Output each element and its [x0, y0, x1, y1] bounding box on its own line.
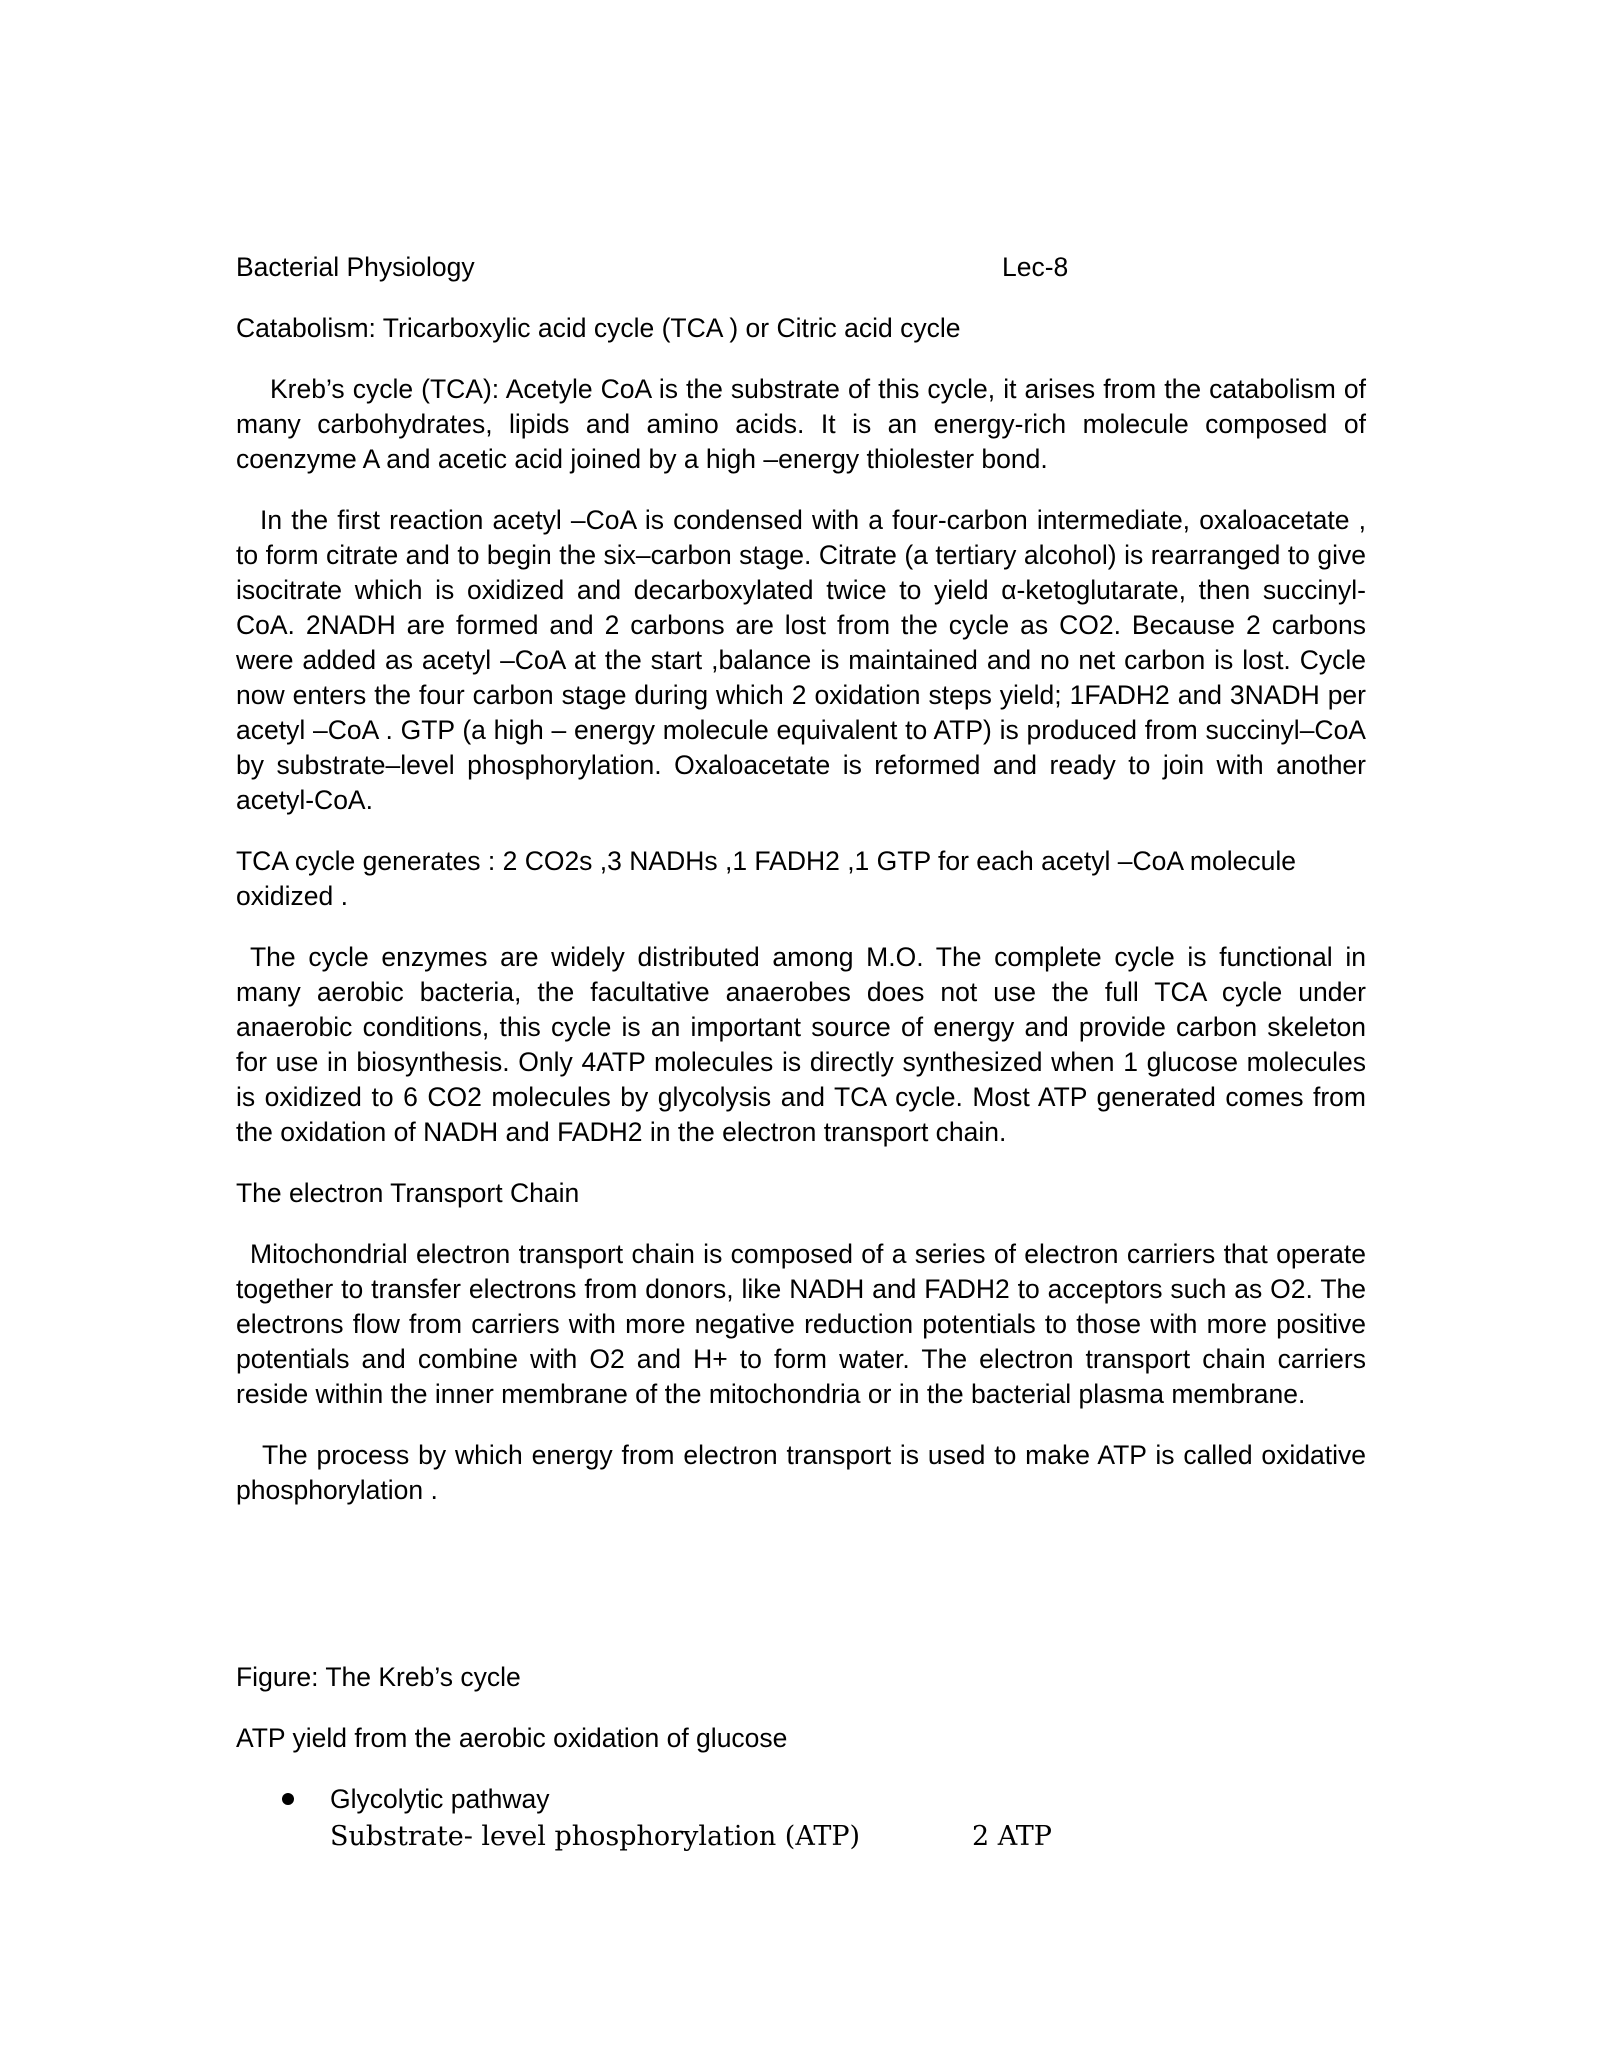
- bullet-detail-label: Substrate- level phosphorylation (ATP): [330, 1821, 861, 1852]
- paragraph-mitochondrial: Mitochondrial electron transport chain is composed of a series of electron carriers that operate together to transfer electrons from donors, like NADH and FADH2 to acceptors such as O2. The electrons flow from carriers with more negative reduction potentials to those with more positive potentials and combine with O2 and H+ to form water. The electron transport chain carriers reside within the inner membrane of the mitochondria or in the bacterial plasma membrane.: [236, 1239, 1366, 1409]
- page-header: [236, 250, 1366, 285]
- bullet-detail-value: 2 ATP: [972, 1821, 1052, 1852]
- course-title: Bacterial Physiology: [236, 252, 475, 282]
- page-content: [236, 250, 1366, 1857]
- paragraph-krebs-intro: Kreb’s cycle (TCA): Acetyle CoA is the substrate of this cycle, it arises from the catabolism of many carbohydrates, lipids and amino acids. It is an energy-rich molecule composed of coenzyme A and acetic acid joined by a high –energy thiolester bond.: [236, 374, 1366, 474]
- paragraph-tca-generates: TCA cycle generates : 2 CO2s ,3 NADHs ,1 FADH2 ,1 GTP for each acetyl –CoA molecule oxidized .: [236, 846, 1296, 911]
- figure-space: [236, 1534, 1366, 1660]
- list-item: [236, 1782, 1366, 1857]
- paragraph-first-reaction: In the first reaction acetyl –CoA is condensed with a four-carbon intermediate, oxaloacetate , to form citrate and to begin the six–carbon stage. Citrate (a tertiary alcohol) is rearranged to give isocitrate which is oxidized and decarboxylated twice to yield α-ketoglutarate, then succinyl-CoA. 2NADH are formed and 2 carbons are lost from the cycle as CO2. Because 2 carbons were added as acetyl –CoA at the start ,balance is maintained and no net carbon is lost. Cycle now enters the four carbon stage during which 2 oxidation steps yield; 1FADH2 and 3NADH per acetyl –CoA . GTP (a high – energy molecule equivalent to ATP) is produced from succinyl–CoA by substrate–level phosphorylation. Oxaloacetate is reformed and ready to join with another acetyl-CoA.: [236, 505, 1366, 815]
- bullet-detail: [330, 1817, 1366, 1857]
- atp-yield-heading: ATP yield from the aerobic oxidation of glucose: [236, 1723, 788, 1753]
- paragraph-oxidative: The process by which energy from electron transport is used to make ATP is called oxidative phosphorylation .: [236, 1440, 1366, 1505]
- section-title: Catabolism: Tricarboxylic acid cycle (TCA ) or Citric acid cycle: [236, 313, 961, 343]
- figure-caption: Figure: The Kreb’s cycle: [236, 1662, 521, 1692]
- etc-heading: The electron Transport Chain: [236, 1178, 580, 1208]
- paragraph-cycle-enzymes: The cycle enzymes are widely distributed among M.O. The complete cycle is functional in many aerobic bacteria, the facultative anaerobes does not use the full TCA cycle under anaerobic conditions, this cycle is an important source of energy and provide carbon skeleton for use in biosynthesis. Only 4ATP molecules is directly synthesized when 1 glucose molecules is oxidized to 6 CO2 molecules by glycolysis and TCA cycle. Most ATP generated comes from the oxidation of NADH and FADH2 in the electron transport chain.: [236, 942, 1366, 1147]
- lecture-number: Lec-8: [1002, 252, 1069, 282]
- bullet-icon: [282, 1793, 294, 1805]
- bullet-label: Glycolytic pathway: [330, 1784, 550, 1814]
